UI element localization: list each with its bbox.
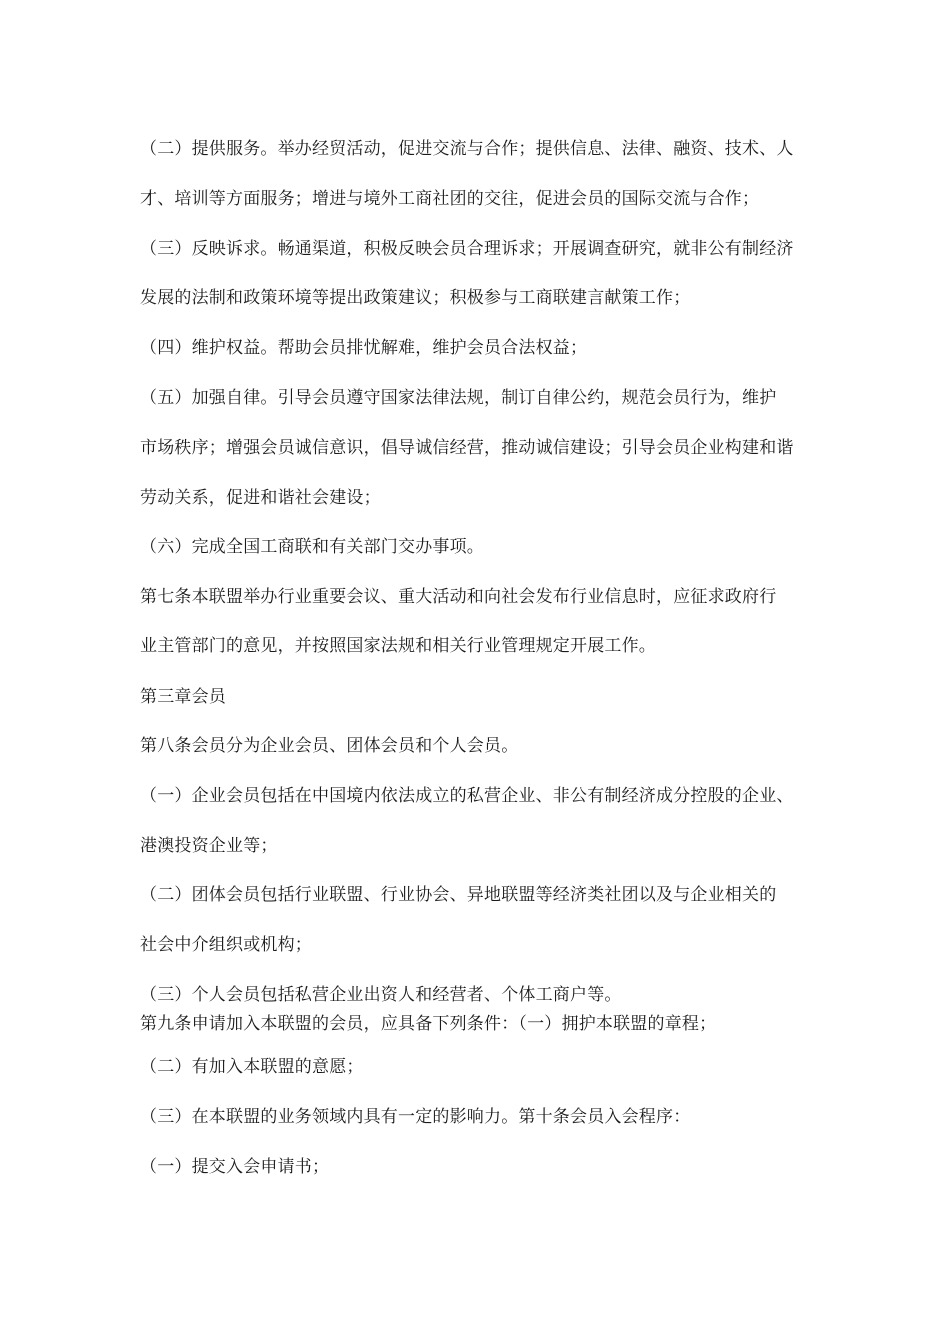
text-line: （一）企业会员包括在中国境内依法成立的私营企业、非公有制经济成分控股的企业、 — [140, 786, 794, 806]
text-line: 社会中介组织或机构； — [140, 935, 312, 955]
text-line: 第八条会员分为企业会员、团体会员和个人会员。 — [140, 736, 519, 756]
text-line: （二）有加入本联盟的意愿； — [140, 1057, 364, 1077]
text-line: （二）提供服务。举办经贸活动，促进交流与合作；提供信息、法律、融资、技术、人 — [140, 139, 794, 159]
text-line: （四）维护权益。帮助会员排忧解难，维护会员合法权益； — [140, 338, 588, 358]
text-line: （六）完成全国工商联和有关部门交办事项。 — [140, 537, 484, 557]
text-line: （三）个人会员包括私营企业出资人和经营者、个体工商户等。 — [140, 985, 622, 1005]
text-line: （二）团体会员包括行业联盟、行业协会、异地联盟等经济类社团以及与企业相关的 — [140, 885, 777, 905]
text-line: （三）反映诉求。畅通渠道，积极反映会员合理诉求；开展调查研究，就非公有制经济 — [140, 239, 794, 259]
text-line: 市场秩序；增强会员诚信意识，倡导诚信经营，推动诚信建设；引导会员企业构建和谐 — [140, 438, 794, 458]
text-line: 劳动关系，促进和谐社会建设； — [140, 488, 381, 508]
text-line: 第九条申请加入本联盟的会员，应具备下列条件：（一）拥护本联盟的章程； — [140, 1014, 717, 1034]
text-line: 才、培训等方面服务；增进与境外工商社团的交往，促进会员的国际交流与合作； — [140, 189, 760, 209]
text-line: （五）加强自律。引导会员遵守国家法律法规，制订自律公约，规范会员行为，维护 — [140, 388, 777, 408]
text-line: 第七条本联盟举办行业重要会议、重大活动和向社会发布行业信息时，应征求政府行 — [140, 587, 777, 607]
text-line: （三）在本联盟的业务领域内具有一定的影响力。第十条会员入会程序： — [140, 1107, 691, 1127]
text-line: （一）提交入会申请书； — [140, 1157, 330, 1177]
text-line: 业主管部门的意见，并按照国家法规和相关行业管理规定开展工作。 — [140, 636, 656, 656]
text-line: 发展的法制和政策环境等提出政策建议；积极参与工商联建言献策工作； — [140, 288, 691, 308]
chapter-heading: 第三章会员 — [140, 687, 226, 707]
text-line: 港澳投资企业等； — [140, 836, 278, 856]
